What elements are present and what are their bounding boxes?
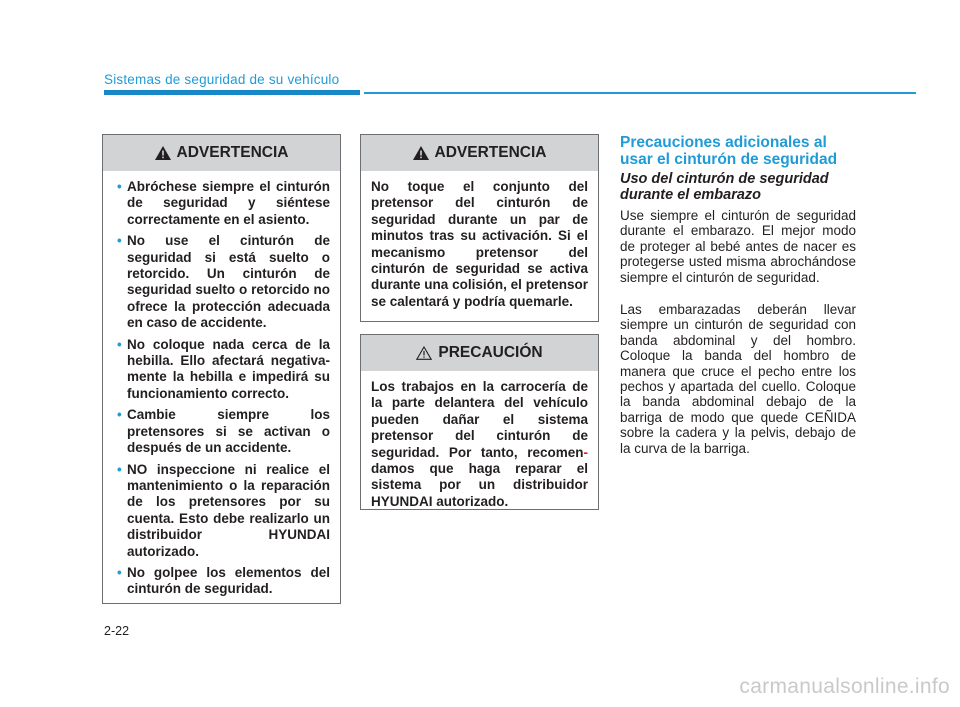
caution-box-title: PRECAUCIÓN [438,344,543,361]
caution-triangle-icon [416,346,432,360]
warning-box-left [102,134,341,604]
section-title: Sistemas de seguridad de su vehículo [104,72,340,87]
warning-box-body [361,171,598,310]
list-item: • No golpee los elementos del cinturón de seguridad. [117,564,330,597]
caution-box [360,334,599,510]
list-item: • No coloque nada cerca de la hebilla. Ello afectará negativa- mente la hebilla e impedirá su funcionamiento correcto. [117,336,330,401]
section-rule-light [364,92,916,94]
list-item: • NO inspeccione ni realice el mantenimiento o la reparación de los pretensores por su cuenta. Esto debe realizarlo un distribuidor HYUNDAI autorizado. [117,461,330,559]
item-text-a: No coloque nada cerca de la hebilla. Ello afectará negativa- [127,336,330,369]
caution-box-body [361,371,598,510]
warning-triangle-icon [155,146,171,160]
list-item: • No use el cinturón de seguridad si está suelto o retorcido. Un cinturón de seguridad suelto o retorcido no ofrece la protección adecuada en caso de accidente. [117,233,330,331]
warning-text: No toque el conjunto del pretensor del cinturón de seguridad durante un par de minutos tras su activación. Si el mecanismo pretensor del cinturón de seguridad se activa durante una colisión, el pretensor se calentará y podría quemarle. [371,179,588,309]
paragraph-2: Las embarazadas deberán llevar siempre un cinturón de seguridad con banda abdominal y del hombro. Coloque la banda del hombro de manera que cruce el pecho entre los pechos y apartada del cuello. Coloque la banda abdominal debajo de la barriga de modo que quede CEÑIDA sobre la cadera y la pelvis, debajo de la curva de la barriga. [620,302,856,456]
warning-box-title: ADVERTENCIA [434,144,547,161]
hyphen-mark: - [583,444,588,460]
caution-box-header [361,335,598,371]
list-item: • Cambie siempre los pretensores si se activan o después de un accidente. [117,407,330,456]
caution-text: Los trabajos en la carrocería de la parte delantera del vehículo pueden dañar el sistema pretensor del cinturón de seguridad. Por tanto, recomen- damos que haga reparar el sistema por un distribuidor HYUNDAI autorizado. [371,379,588,509]
warning-box-middle [360,134,599,322]
list-item: • Abróchese siempre el cinturón de seguridad y siéntese correctamente en el asiento. [117,179,330,227]
warning-box-header [361,135,598,171]
warning-triangle-icon [413,146,429,160]
section-heading: Precauciones adicionales al usar el cinturón de seguridad [620,134,838,168]
paragraph-1: Use siempre el cinturón de seguridad durante el embarazo. El mejor modo de proteger al bebé antes de nacer es protegerse usted misma abrochándose siempre el cinturón de seguridad. [620,208,856,285]
subheading: Uso del cinturón de seguridad durante el embarazo [620,171,829,203]
warning-box-header [103,135,340,171]
watermark: carmanualsonline.info [739,675,950,698]
warning-box-body [103,171,340,598]
item-text-b: mente la hebilla e impedirá su funcionamiento correcto. [127,369,330,401]
warning-box-title: ADVERTENCIA [176,144,289,161]
section-rule-dark [104,90,360,95]
page-number: 2-22 [104,624,130,638]
